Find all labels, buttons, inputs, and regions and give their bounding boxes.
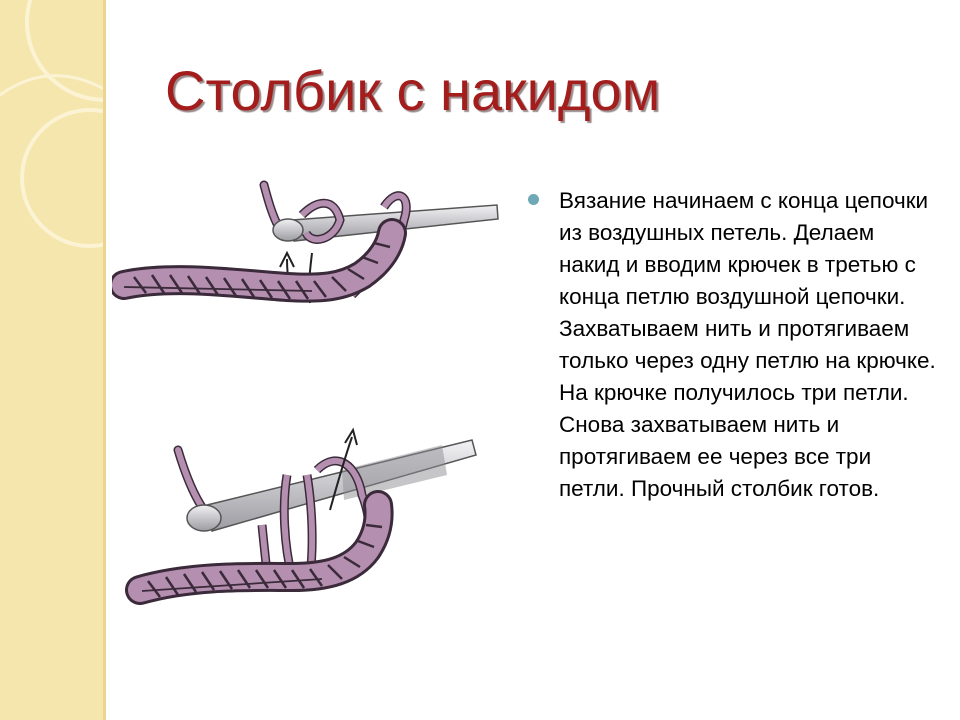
description-paragraph-1: Вязание начинаем с конца цепочки из воздушных петель. Делаем накид и вводим крючек в третью с конца петлю воздушной цепочки. Захватываем нить и протягиваем только через одну петлю на крючке. [559, 188, 936, 373]
decorative-side-strip [0, 0, 106, 720]
top-diagram [124, 185, 498, 303]
description-paragraph-2: На крючке получилось три петли. Снова захватываем нить и протягиваем ее через все три петли. Прочный столбик готов. [559, 380, 909, 501]
slide-title: Столбик с накидом [165, 59, 661, 122]
crochet-hook-bottom [187, 440, 476, 531]
description-text [559, 185, 939, 505]
decorative-circles [0, 0, 106, 720]
side-strip-border [103, 0, 106, 720]
chain-stitches-top [124, 233, 392, 299]
crochet-illustration [112, 175, 512, 630]
bottom-diagram [140, 430, 476, 597]
round-bullet-icon [528, 194, 539, 205]
